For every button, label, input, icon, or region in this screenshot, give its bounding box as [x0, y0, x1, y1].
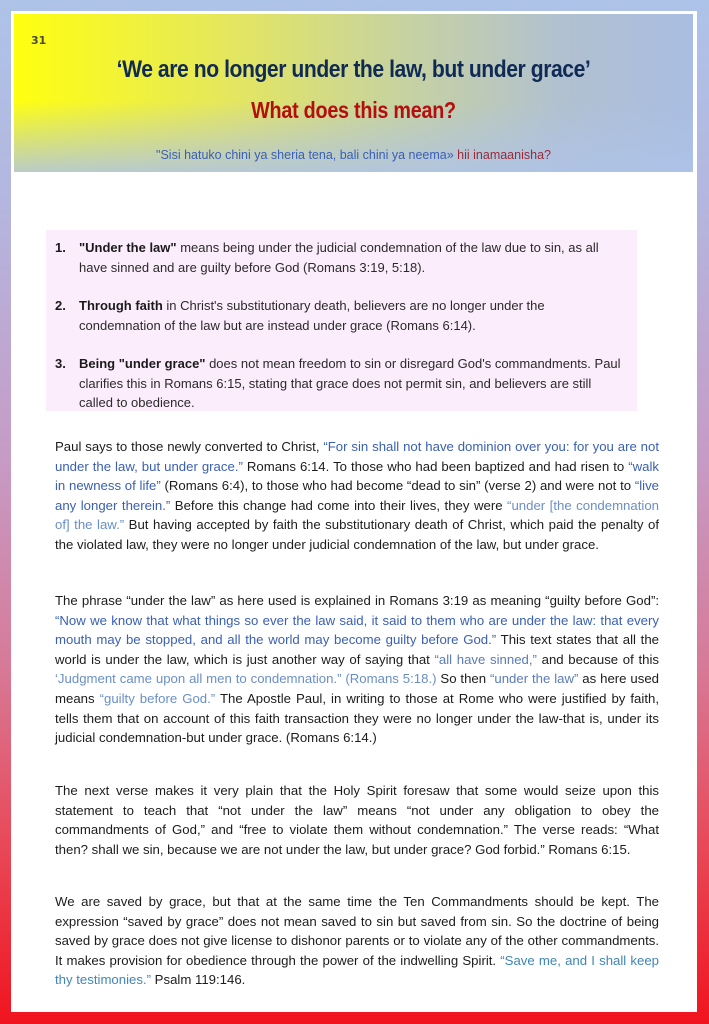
header-banner [14, 14, 693, 172]
point-text: in Christ's substitutionary death, believers are no longer under the condemnation of the law but are instead under grace (Romans 6:14). [79, 298, 545, 333]
paragraph-saved-by-grace [55, 892, 659, 990]
key-point [55, 238, 625, 277]
scripture-quote: “For sin shall not have dominion over you: for you are not under the law, but under grace.” [55, 439, 660, 474]
text-run: (Romans 6:4), to those who had become “dead to sin” (verse 2) and were not to [160, 478, 635, 494]
scripture-quote: “walk in newness of life” [55, 458, 659, 494]
scripture-quote: “guilty before God.” [99, 690, 216, 706]
paragraph-next-verse: The next verse makes it very plain that the Holy Spirit foresaw that some would seize upon this statement to teach that “not under the law” means “not under any obligation to obey the commandments of God,” and “free to violate them without condemnation.” The verse reads: “What then? shall we sin, because we are not under the law, but under grace? God forbid.” Romans 6:15. [55, 783, 659, 857]
scripture-quote: “all have sinned,” [434, 651, 537, 667]
paragraph-under-the-law [55, 591, 659, 748]
scripture-quote: “live any longer therein.” [55, 478, 659, 513]
scripture-quote: “under the law” [489, 671, 579, 687]
scripture-quote: ‘Judgment came upon all men to condemnation.” (Romans 5:18.) [55, 671, 437, 687]
scripture-quote: “Save me, and I shall keep thy testimonies.” [55, 952, 659, 988]
key-point [55, 296, 625, 335]
text-run: and because of this [536, 651, 659, 667]
paragraph-newly-converted [55, 437, 659, 555]
text-run: Romans 6:14. To those who had been baptized and had risen to [242, 458, 629, 474]
key-point [55, 354, 625, 413]
text-run: The Apostle Paul, in writing to those at Rome who were justified by faith, tells them that on account of this faith transaction they were no longer under the law-that is, under its judicial condemnation-but under grace. (Romans 6:14.) [55, 690, 659, 746]
swahili-quote: "Sisi hatuko chini ya sheria tena, bali chini ya neema» [156, 148, 454, 162]
point-number: 3. [55, 356, 66, 371]
page [11, 11, 697, 1012]
point-text: does not mean freedom to sin or disregard God's commandments. Paul clarifies this in Romans 6:15, stating that grace does not permit sin, and believers are still called to obedience. [79, 356, 621, 410]
swahili-translation [14, 148, 693, 162]
swahili-question: hii inamaanisha? [453, 148, 551, 162]
point-heading: Being "under grace" [79, 356, 206, 371]
point-text: means being under the judicial condemnation of the law due to sin, as all have sinned and are guilty before God (Romans 3:19, 5:18). [79, 240, 599, 275]
key-points-box [46, 230, 637, 411]
text-run: Psalm 119:146. [151, 972, 246, 988]
point-number: 1. [55, 240, 66, 255]
text-run: as here used means [55, 671, 659, 706]
text-run: This text states that all the world is under the law, which is just another way of saying that [55, 632, 660, 667]
text-run: We are saved by grace, but that at the same time the Ten Commandments should be kept. The expression “saved by grace” does not mean saved to sin but saved from sin. So the doctrine of being saved by grace does not give license to dishonor parents or to violate any of the other commandments. It makes provision for obedience through the power of the indwelling Spirit. [55, 894, 659, 968]
point-heading: "Under the law" [79, 240, 177, 255]
page-title: ‘We are no longer under the law, but under grace’ [116, 56, 591, 83]
point-heading: Through faith [79, 298, 163, 313]
scripture-quote: “Now we know that what things so ever the law said, it said to them who are under the law: that every mouth may be stopped, and all the world may become guilty before God.” [55, 612, 659, 648]
text-run: Before this change had come into their lives, they were [170, 497, 508, 513]
point-number: 2. [55, 298, 66, 313]
page-number: 31 [31, 34, 47, 47]
key-points-list [55, 238, 625, 432]
text-run: So then [436, 671, 490, 687]
text-run: But having accepted by faith the substitutionary death of Christ, which paid the penalty of the violated law, they were no longer under judicial condemnation of the law, but under grace. [55, 517, 659, 552]
text-run: The phrase “under the law” as here used is explained in Romans 3:19 as meaning “guilty before God”: [55, 593, 659, 608]
text-run: Paul says to those newly converted to Christ, [55, 439, 324, 454]
page-subtitle: What does this mean? [251, 97, 456, 123]
scripture-quote: “under [the condemnation of] the law.” [55, 497, 659, 533]
